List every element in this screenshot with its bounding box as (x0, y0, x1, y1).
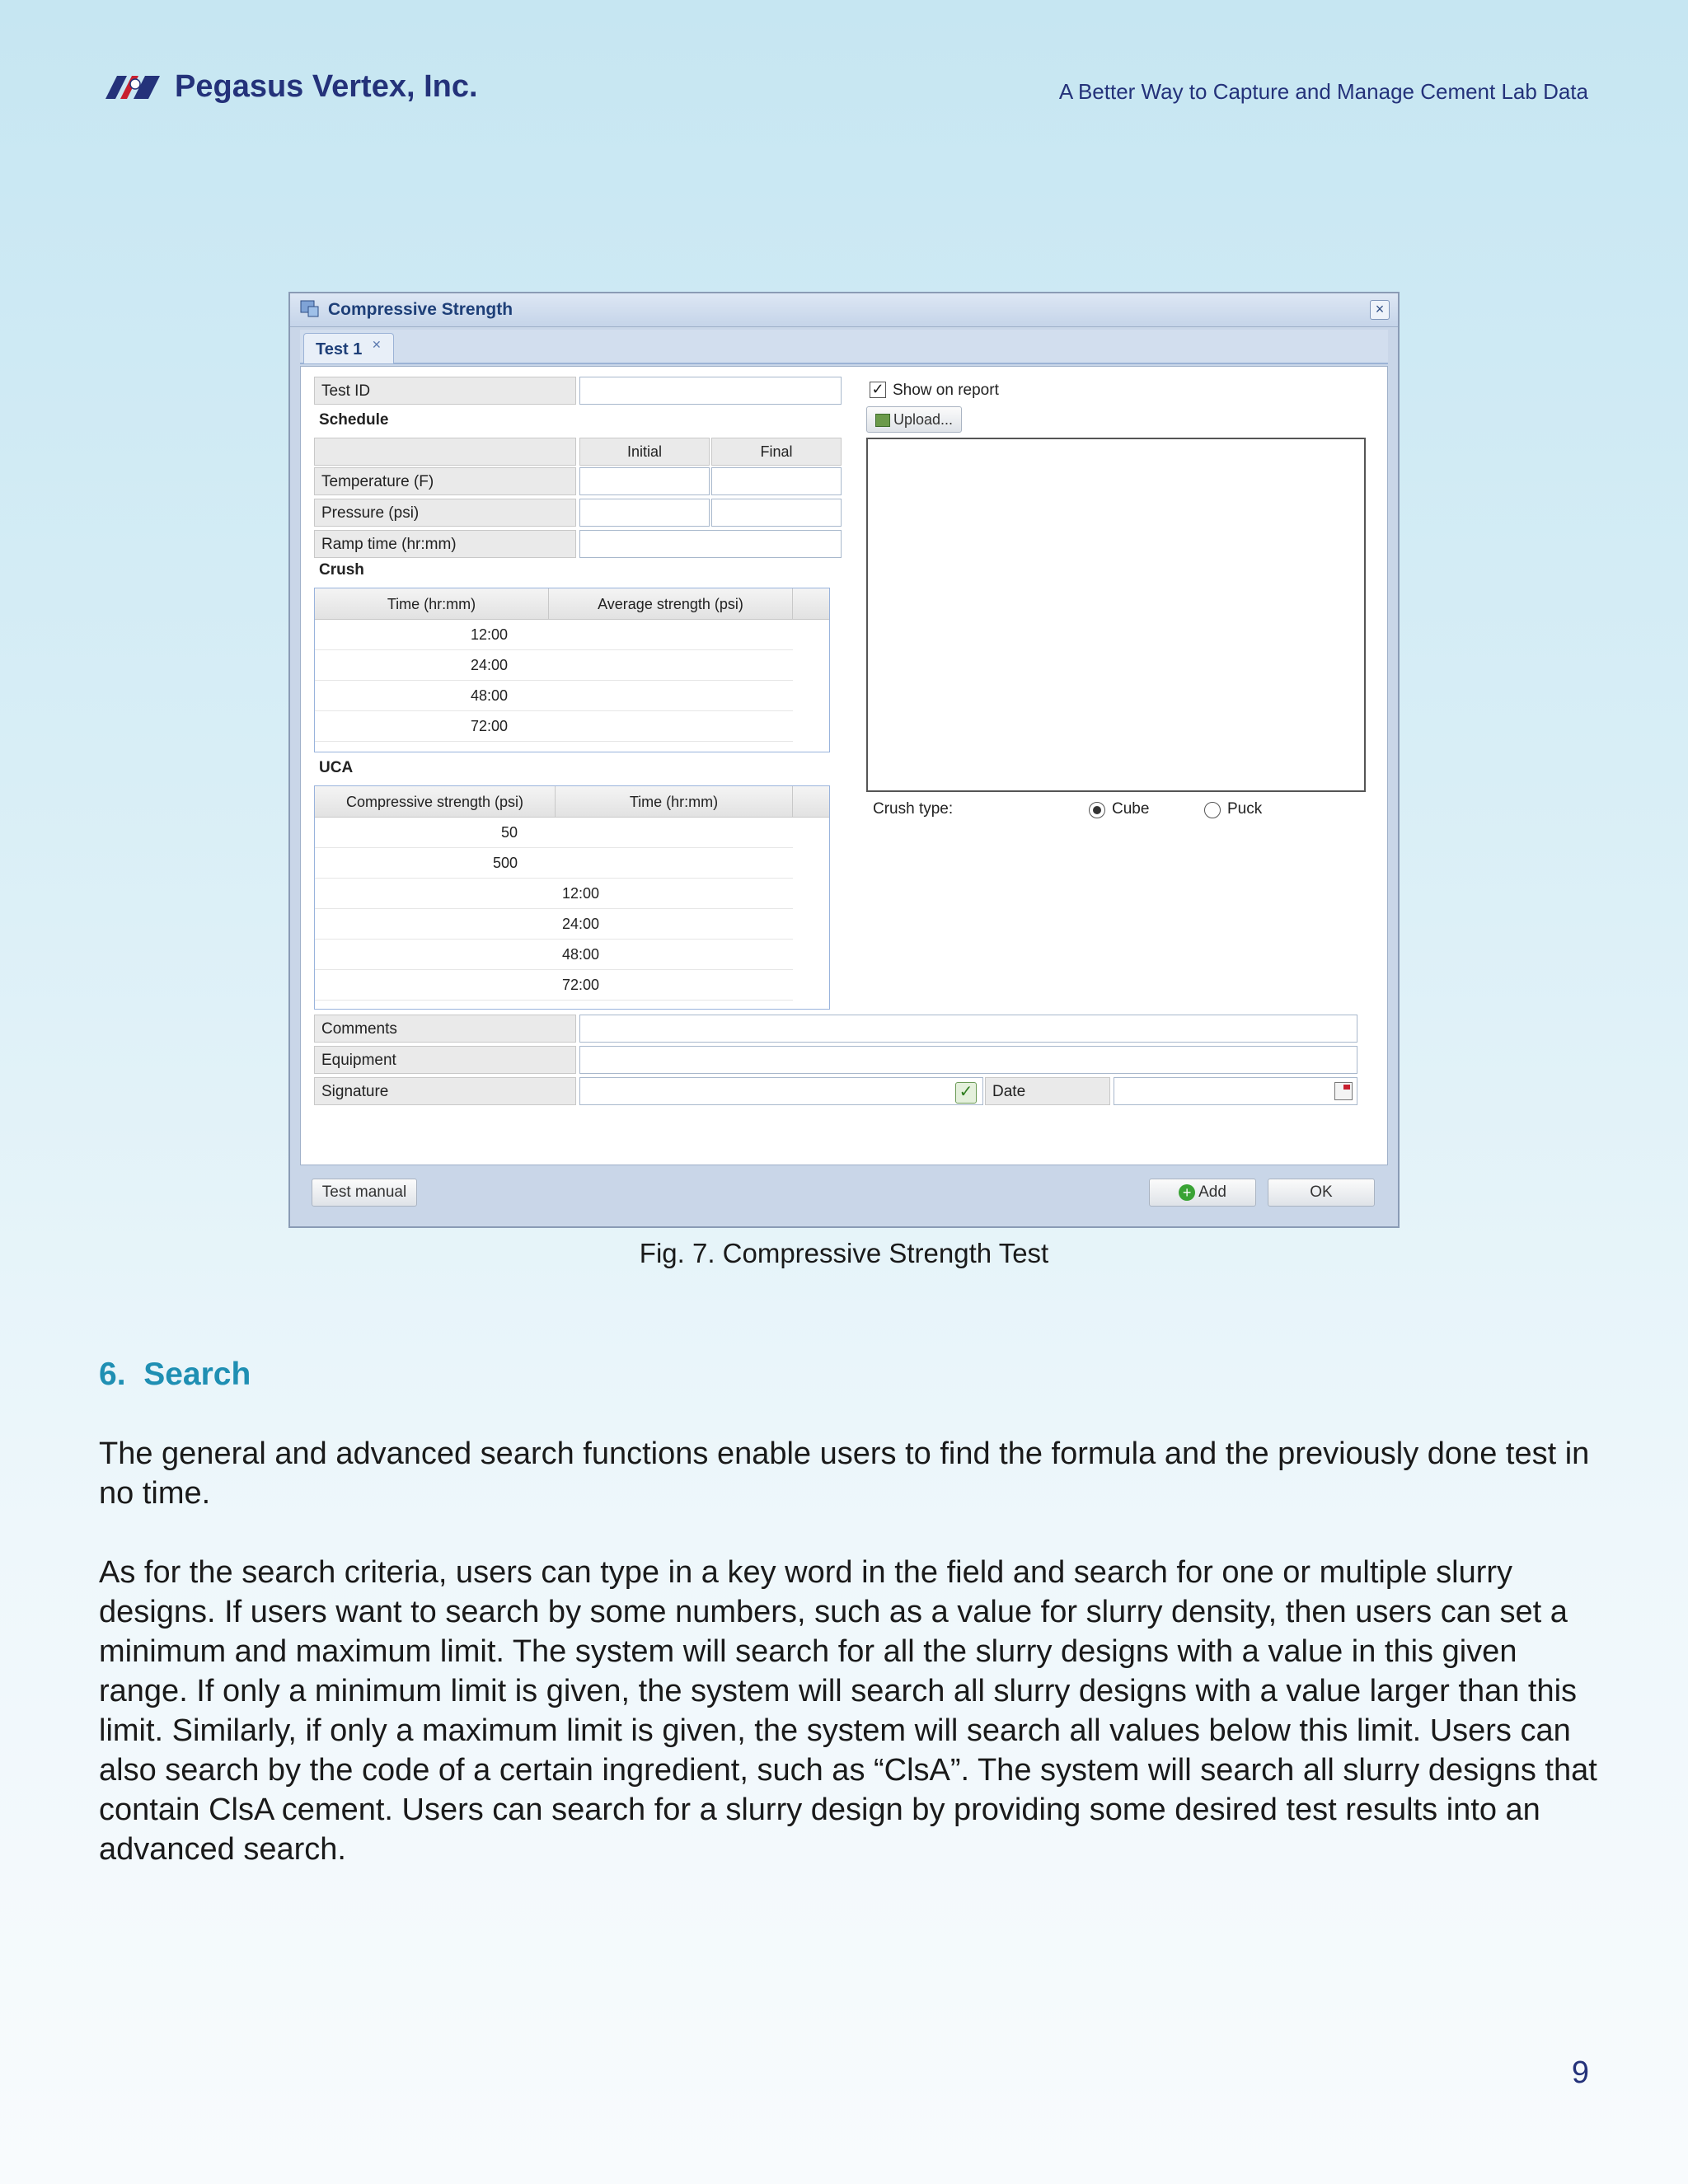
brand-header (99, 69, 478, 105)
date-label: Date (985, 1077, 1110, 1105)
schedule-col-initial: Initial (579, 438, 710, 466)
crush-col-strength: Average strength (psi) (549, 588, 793, 620)
test-id-input[interactable] (579, 377, 842, 405)
uca-col-spacer (793, 786, 829, 818)
temperature-final-input[interactable] (711, 467, 842, 495)
crush-type-puck-radio[interactable] (1204, 802, 1221, 818)
test-manual-button[interactable]: Test manual (312, 1179, 417, 1207)
comments-input[interactable] (579, 1015, 1357, 1043)
crush-heading: Crush (319, 561, 364, 579)
uca-col-strength: Compressive strength (psi) (315, 786, 556, 818)
uca-col-time: Time (hr:mm) (556, 786, 793, 818)
window-title: Compressive Strength (328, 300, 513, 319)
section-title: Search (143, 1357, 251, 1392)
close-icon[interactable]: × (1370, 300, 1390, 320)
compressive-strength-window (288, 292, 1400, 1228)
section-number: 6. (99, 1357, 126, 1392)
table-row[interactable]: 72:00 (315, 711, 793, 742)
crush-col-time: Time (hr:mm) (315, 588, 549, 620)
table-row[interactable]: 72:00 (315, 970, 793, 1001)
pressure-initial-input[interactable] (579, 499, 710, 527)
paragraph-1: The general and advanced search functions enable users to find the formula and the previously done test in no time. (99, 1436, 1590, 1511)
table-row[interactable]: 50 (315, 818, 793, 848)
crush-type-puck-label: Puck (1227, 800, 1263, 818)
test-id-label: Test ID (314, 377, 576, 405)
table-row[interactable]: 24:00 (315, 650, 793, 681)
table-row[interactable]: 24:00 (315, 909, 793, 940)
brand-name: Pegasus Vertex, Inc. (175, 69, 478, 104)
temperature-label: Temperature (F) (314, 467, 576, 495)
table-row[interactable]: 48:00 (315, 681, 793, 711)
window-app-icon (300, 300, 320, 318)
header-tagline: A Better Way to Capture and Manage Cement Lab Data (1058, 79, 1588, 104)
table-row[interactable]: 12:00 (315, 620, 793, 650)
add-icon: + (1179, 1184, 1195, 1201)
crush-col-spacer (793, 588, 829, 620)
crush-type-cube-radio[interactable] (1089, 802, 1105, 818)
signature-label: Signature (314, 1077, 576, 1105)
signature-check-icon[interactable]: ✓ (955, 1082, 977, 1104)
crush-grid (314, 588, 830, 752)
temperature-initial-input[interactable] (579, 467, 710, 495)
tab-label: Test 1 (316, 340, 363, 359)
table-row[interactable]: 12:00 (315, 879, 793, 909)
pressure-final-input[interactable] (711, 499, 842, 527)
equipment-label: Equipment (314, 1046, 576, 1074)
image-preview-box[interactable] (866, 438, 1366, 792)
tab-test-1[interactable] (303, 333, 394, 363)
table-row[interactable]: 48:00 (315, 940, 793, 970)
show-on-report-checkbox[interactable]: ✓ (870, 382, 886, 398)
date-input[interactable] (1114, 1077, 1357, 1105)
uca-heading: UCA (319, 759, 354, 776)
schedule-heading: Schedule (319, 411, 389, 429)
crush-type-cube-label: Cube (1112, 800, 1150, 818)
paragraph-2: As for the search criteria, users can type in a key word in the field and search for one or multiple slurry designs. If users want to search by some numbers, such as a value for slurry density, then users can set a minimum and maximum limit. The system will search for all the slurry designs with a value in this given range. If only a minimum limit is given, the system will search all slurry designs with a value larger than this limit. Similarly, if only a maximum limit is given, the system will search all values below this limit. Users can also search by the code of a certain ingredient, such as “ClsA”. The system will search all slurry designs that contain ClsA cement. Users can search for a slurry design by providing some desired test results into an advanced search. (99, 1555, 1597, 1867)
ramp-time-label: Ramp time (hr:mm) (314, 530, 576, 558)
table-row[interactable]: 500 (315, 848, 793, 879)
calendar-icon[interactable] (1334, 1082, 1353, 1100)
ramp-time-input[interactable] (579, 530, 842, 558)
figure-caption: Fig. 7. Compressive Strength Test (639, 1238, 1049, 1268)
schedule-col-final: Final (711, 438, 842, 466)
show-on-report-label: Show on report (893, 382, 999, 399)
tab-close-icon[interactable]: ✕ (372, 338, 382, 351)
form-panel (300, 366, 1388, 1165)
comments-label: Comments (314, 1015, 576, 1043)
signature-input[interactable] (579, 1077, 983, 1105)
add-button[interactable]: + Add (1149, 1179, 1256, 1207)
pressure-label: Pressure (psi) (314, 499, 576, 527)
page-number: 9 (1571, 2055, 1589, 2090)
uca-grid (314, 785, 830, 1010)
section-heading (99, 1357, 251, 1393)
ok-button[interactable]: OK (1268, 1179, 1375, 1207)
equipment-input[interactable] (579, 1046, 1357, 1074)
upload-icon (875, 414, 890, 427)
tab-strip (300, 330, 1388, 364)
window-titlebar (290, 293, 1398, 327)
upload-button[interactable]: Upload... (866, 406, 962, 433)
pegasus-logo-icon (99, 74, 162, 101)
crush-type-label: Crush type: (873, 800, 954, 818)
schedule-corner (314, 438, 576, 466)
